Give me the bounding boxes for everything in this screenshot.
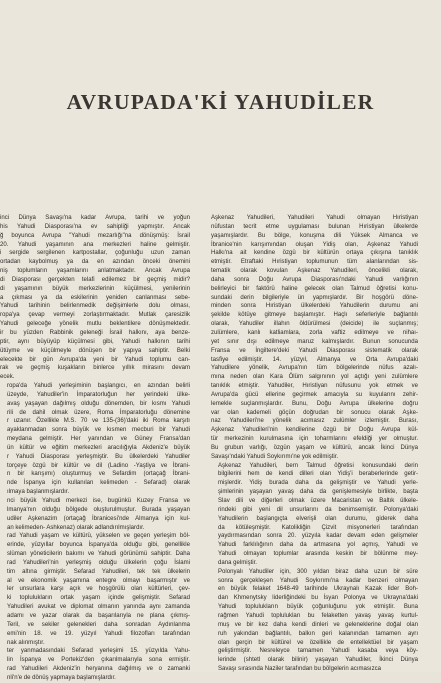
- text-line: rindeki gibi yeni dil unsurlarını da benimsemiştir. Polonya'daki: [218, 506, 418, 513]
- text-line: avaş yaşayan dağılmış olduğu dönemden, bir kısmı Yahudi: [7, 400, 190, 407]
- text-line: ler unsurlara karşı açık ve hoşgörülü olan kültürleri, çev-: [7, 586, 190, 593]
- text-line: 20. Yahudi yaşamının ana merkezleri haline gelmiştir.: [0, 241, 190, 248]
- paragraph: [0, 382, 190, 497]
- text-line: sonra gerçekleşen Yahudi Soykırımı'na kadar benzeri olmayan: [218, 577, 418, 584]
- right-column: [211, 214, 418, 674]
- text-line: nli'n'e de dönüş yapmaya başlamışlardır.: [7, 674, 116, 681]
- text-line: meydana gelmiştir. Her yanından ve Güney Fransa'dan: [7, 436, 190, 443]
- text-line: ki toplulukların ortak yaşam içinde gelişmiştir. Sefarad: [7, 595, 190, 602]
- paragraph: [0, 214, 190, 382]
- text-line: a çıkması ya da eskilerinin yeniden canlanması sebe-: [0, 294, 190, 301]
- text-line: nüfustan tecrit etme uygulaması bulunan Hıristiyan ülkelerde: [211, 223, 418, 230]
- text-line: tim altına girmiştir. Sefarad Yahudileri, tek tek ülkelerin: [7, 568, 190, 575]
- text-line: inci Dünya Savaşı'na kadar Avrupa, tarihi ve yoğun: [0, 215, 190, 221]
- text-line: ter yanmadasındaki Sefarad yerleşimi 15. yüzyılda Yahu-: [7, 648, 190, 655]
- text-line: Yahudi toplulukların büyük çoğunluğunu yok etmiştir. Buna: [218, 604, 418, 611]
- text-line: Aşkenaz Yahudileri, bern Talmud öğretisi konusundaki derin: [218, 462, 418, 469]
- text-line: daha sonra Doğu Avrupa Diasporası'ndaki Yahudi varlığının: [211, 276, 418, 283]
- text-line: İbranice'nin karışımından oluşan Yidiş olan, Aşkenaz Yahudi: [211, 241, 418, 248]
- text-line: his Yahudi Diasporası'na ev sahipliği yapmıştır. Ancak: [0, 223, 190, 230]
- text-line: rağmen Yahudi toplulukları bu felaketten yavaş yavaş kurtul-: [218, 612, 418, 619]
- text-line: üzeyde, Yahudiler'in İmparatorluğun her yerindeki ülke-: [7, 391, 190, 398]
- text-line: Yahudi tarihinin belirlenmedik değişimlerle dolu olması,: [0, 303, 190, 310]
- text-line: ir bu yüzden Rabbinik geleneği İsrail halkını, aya benze-: [0, 329, 190, 336]
- text-line: da kötüleşmiştir. Katolikliğin Çizvit misyonerleri tarafından: [218, 524, 418, 531]
- text-line: erinde, yüzyıllar boyunca İspanya'da olduğu gibi, genellikle: [7, 542, 190, 549]
- text-line: r uzanır. Özellikle M.S. 70 ve 135-(36)'daki iki Roma karşıtı: [7, 418, 190, 425]
- text-line: Yahudi geleceğe yönelik mutlu beklentilere dönüşmektedir.: [0, 321, 190, 328]
- text-line: nde İspanya için kullanılan kelimeden - Sefarad) olarak: [7, 480, 190, 487]
- text-line: di Diasporası gerçekten telafi edilemez bir geçmiş midir?: [0, 276, 190, 283]
- paragraph: [211, 214, 418, 462]
- text-line: Slav dili ve diğerleri olmak üzere Macaristan ve Baltık ülkele-: [218, 498, 418, 504]
- text-line: mişlerdir. Yidiş burada daha da gelişmiştir ve Yahudi yerle-: [218, 480, 418, 487]
- text-line: slüman yöneticilerin bakımı ve Yahudi görünümü sahiptir. Daha: [7, 551, 190, 558]
- text-line: tematik olarak kovulan Aşkenaz Yahudileri, öncelikli olarak,: [211, 268, 418, 275]
- text-line: naz Yahudileri'ne yönelik acımasız zulümler izlemiştir. Burası,: [211, 418, 418, 425]
- text-line: n bir karışımı) oluşturmuş ve Sefardim (ortaçağ İbrani-: [7, 471, 190, 478]
- paragraph: [211, 568, 418, 674]
- text-line: etmiştir. Etraftaki Hıristiyan toplumunun tüm alanlarından sis-: [211, 259, 418, 266]
- text-line: Aşkenaz Yahudileri'nin kendilerine özgü bir Doğu Avrupa kül-: [211, 427, 418, 434]
- text-line: ecek.: [0, 374, 15, 381]
- text-line: Fransa ve İngiltere'deki Yahudi Diasporası sistematik olarak: [211, 347, 418, 354]
- text-line: ruh yakından bağlantılı, balkın geri kalanından tamamen ayrı: [218, 630, 418, 637]
- text-line: şimlerinin yaşayan yavaş daha da genişlemesiyle birlikte, başta: [218, 489, 418, 496]
- paragraph: [0, 532, 190, 647]
- text-line: olarak, Yahudiler illahın öldürülmesi (deicide) ile suçlanmış;: [211, 321, 418, 328]
- text-line: Yahudilere yönelik, Avrupa'nın tüm bölgelerinde nüfus azalı-: [211, 365, 418, 372]
- text-line: rad Yahudileri Akdeniz'in heryanına dağılmış ve o zamanki: [7, 666, 190, 673]
- text-line: emi'nin 18. ve 19. yüzyıl Yahudi filozofları tarafından: [7, 630, 190, 637]
- text-line: rak ve geçmiş kuşakların binlerce yıllık mirasını devam: [0, 365, 190, 372]
- left-column: [0, 214, 190, 683]
- text-line: yet sınır dışı edilmeye maruz kalmışlardır. Bunun sonucunda: [211, 338, 418, 345]
- text-line: torçeye özgü bir kültür ve dil (Ladino -Yaştiya ve İbrani-: [7, 462, 190, 469]
- text-line: tanıklık etmiştir. Yahudiler, Hıristiyan nüfusunu yok etmek ve: [211, 383, 418, 390]
- text-line: lmanya'nın olduğu bölgede oluşturulmuştur. Burada yaşayan: [7, 506, 190, 513]
- text-line: sundaki derin bilgileriyle ün yapmışlardır. Bir hoşgörü döne-: [211, 294, 418, 301]
- text-line: Avrupa'da gücü ellerine geçirmek amacıyla su kuyularını zehir-: [211, 391, 418, 398]
- text-line: minden sonra Hıristiyan ülkelerdeki Yahudilerin durumu ani: [211, 303, 418, 310]
- text-line: Savaşı sırasında Naziler tarafından bu bölgelerin acımasızca: [218, 666, 382, 673]
- text-line: rili de dahil olmak üzere, Roma İmparatorluğu dönemine: [7, 409, 190, 416]
- text-line: Bu grubun varlığı, özgün yaşam ve kültürü, ancak İkinci Dünya: [211, 444, 418, 451]
- text-line: ılmaya başlanmışlardır.: [7, 489, 70, 496]
- text-line: nak alınmıştır.: [7, 639, 45, 646]
- text-line: belirleyici bir faktörü haline gelecek olan Talmud öğretisi konu-: [211, 285, 418, 292]
- text-line: Yahudi olmayan toplumlar arasında keskin bir bölünme mey-: [218, 551, 418, 558]
- text-line: Halkı'na ait kendine özgü bir kültürün ortaya çıkışına tanıklık: [211, 250, 418, 257]
- text-line: elecekte bir gün Avrupa'da yeni bir Yahudi toplumu can-: [0, 356, 190, 363]
- text-line: lemekle suçlanmışlardır. Bunu, Doğu Avrupa ülkelerine doğru: [211, 400, 418, 407]
- text-line: Polonyalı Yahudiler için, 300 yıldan biraz daha uzun bir süre: [218, 568, 418, 575]
- paragraph: [0, 647, 190, 682]
- text-line: muş ve bir kez daha kendi dinleri ve geleneklerine doğal olan: [218, 621, 418, 628]
- text-line: lerinde (shtetl olarak bilinir) yaşayan Yahudiler, İkinci Dünya: [218, 657, 418, 664]
- paragraph: [211, 462, 418, 568]
- text-line: yaşamışlardır. Bu bölge, konuşma dili Yüksek Almanca ve: [211, 232, 418, 239]
- text-line: en büyük felaket 1648-49 tarihinde Ukraynalı Kazak lider Boh-: [218, 586, 418, 593]
- text-line: ortadan kaybolmuş ya da en azından önceki önemini: [0, 259, 190, 266]
- text-line: tür merkezinin kurulmasına için toharmlarını efeldiği yer olmuştur.: [211, 436, 418, 443]
- text-line: olan gerçin bir kültürel ve özellikle de entellektüel bir yaşam: [218, 639, 418, 646]
- text-line: Yahudileri avukat ve diplomat olmanın yanında aynı zamanda: [7, 604, 190, 611]
- text-line: r Yahudi Diasporası yerleşmiştir. Bu ülkelerdeki Yahudiler: [7, 453, 190, 460]
- text-line: yaydırmasından sonra 20. yüzyıla kadar devam eden gelişmeler: [218, 533, 418, 540]
- text-line: ğ boyunca Avrupa "Yahudi mezarlığı"na dönüşmüş: İsrail: [0, 232, 190, 239]
- text-line: Teril, ve sekiler gelenekleri daha sonradan Aydınlanma: [7, 621, 190, 628]
- text-line: ropa'da Yahudi yerleşiminin başlangıcı, en azından belirli: [7, 383, 190, 390]
- text-line: an kelimeden- Ashkenaz) olarak adlandırılmışlardır.: [7, 524, 145, 531]
- text-line: var olan kademeli göçün doğrudan bir sonucu olarak Aşke-: [211, 409, 418, 416]
- text-line: Aşkenaz Yahudileri, Yahudileri Yahudi olmayan Hıristiyan: [211, 215, 418, 221]
- text-line: udiler Aşkenazim (ortaçağ İbranicesi'nde Almanya için kul-: [7, 515, 190, 522]
- text-line: şekilde kötüye gitmeye başlamıştır. Haçlı seferleriyle bağlantılı: [211, 312, 418, 319]
- text-line: al ve ekonomik yaşamına entegre olmayı başarmıştır ve: [7, 577, 190, 584]
- text-line: di yaşamının büyük merkezlerinin küçülmesi, yenilerinin: [0, 285, 190, 292]
- text-line: Savaşı'ndaki Yahudi Soykırımı'ne yok edilmiştir.: [211, 453, 339, 460]
- text-line: dana gelmiştir.: [218, 559, 257, 566]
- text-line: ün kültür ve eğitim merkezleri aracılığıyla Akdeniz'e büyük: [7, 444, 190, 451]
- text-line: Yahudi farklılığının daha da artmasına yol açmış, Yahudi ve: [218, 542, 418, 549]
- text-line: lin İspanya ve Portekiz'den çıkarılmalarıyla sona ermiştir.: [7, 657, 190, 664]
- paragraph: [0, 497, 190, 532]
- text-line: bilgilerini hem de kendi dilleri olan Yidiş'i beraberlerinde getir-: [218, 471, 418, 478]
- text-line: tasfiye edilmiştir. 14. yüzyıl, Almanya ve Orta Avrupa'daki: [211, 356, 418, 363]
- text-line: rad Yahudi yaşam ve kültürü, yükselen ve geçen yerleşim böl-: [7, 533, 190, 540]
- text-line: adamı ve yazar olarak da başarılarıyla ne plana çıkmış-: [7, 612, 190, 619]
- text-line: ropa'ya çevap vermeyi zorlaştırmaktadır. Mutlak çaresizlik: [0, 312, 190, 319]
- text-line: Yahudilerin başlangıçta elverişli olan durumu, giderek daha: [218, 515, 418, 522]
- text-line: zulümlere, kanlı katliamlara, zorla vaftiz edilmeye ve nihaı-: [211, 329, 418, 336]
- text-line: geliştirmiştir. Nesreleyce tamamen Yahudi kasaba veya köy-: [218, 648, 418, 655]
- text-line: niş toplumların yaşamlarını anlatmaktadır. Ancak Avrupa: [0, 268, 190, 275]
- text-line: rad Yahudileri'nin yerleşmiş olduğu ülkelerin çoğu İslami: [7, 559, 190, 566]
- text-line: i sergide sergilenen kartpostallar, çoğunluğu uzun zaman: [0, 250, 190, 257]
- text-line: ayaklanmadan sonra büyük ve kısmen mecburi bir Yahudi: [7, 427, 190, 434]
- text-line: mına neden olan Kara Ölüm salgınının yol açtığı yeni zulümlere: [211, 374, 418, 381]
- text-line: nci büyük Yahudi merkezi ise, bugünkü Kuzey Fransa ve: [7, 498, 190, 504]
- text-line: ütüyme ve küçülmeyle dönüşen bir yapıya sahiptir. Belki: [0, 347, 190, 354]
- text-line: dan Khmenytsky liderliğindeki bu İsyan Polonya ve Ukrayna'daki: [218, 595, 418, 602]
- text-line: ptir, aynı büyüyüp küçülmesi gibi, Yahudi halkının tarihi: [0, 338, 190, 345]
- page-title: AVRUPADA'Kİ YAHUDİLER: [66, 90, 375, 114]
